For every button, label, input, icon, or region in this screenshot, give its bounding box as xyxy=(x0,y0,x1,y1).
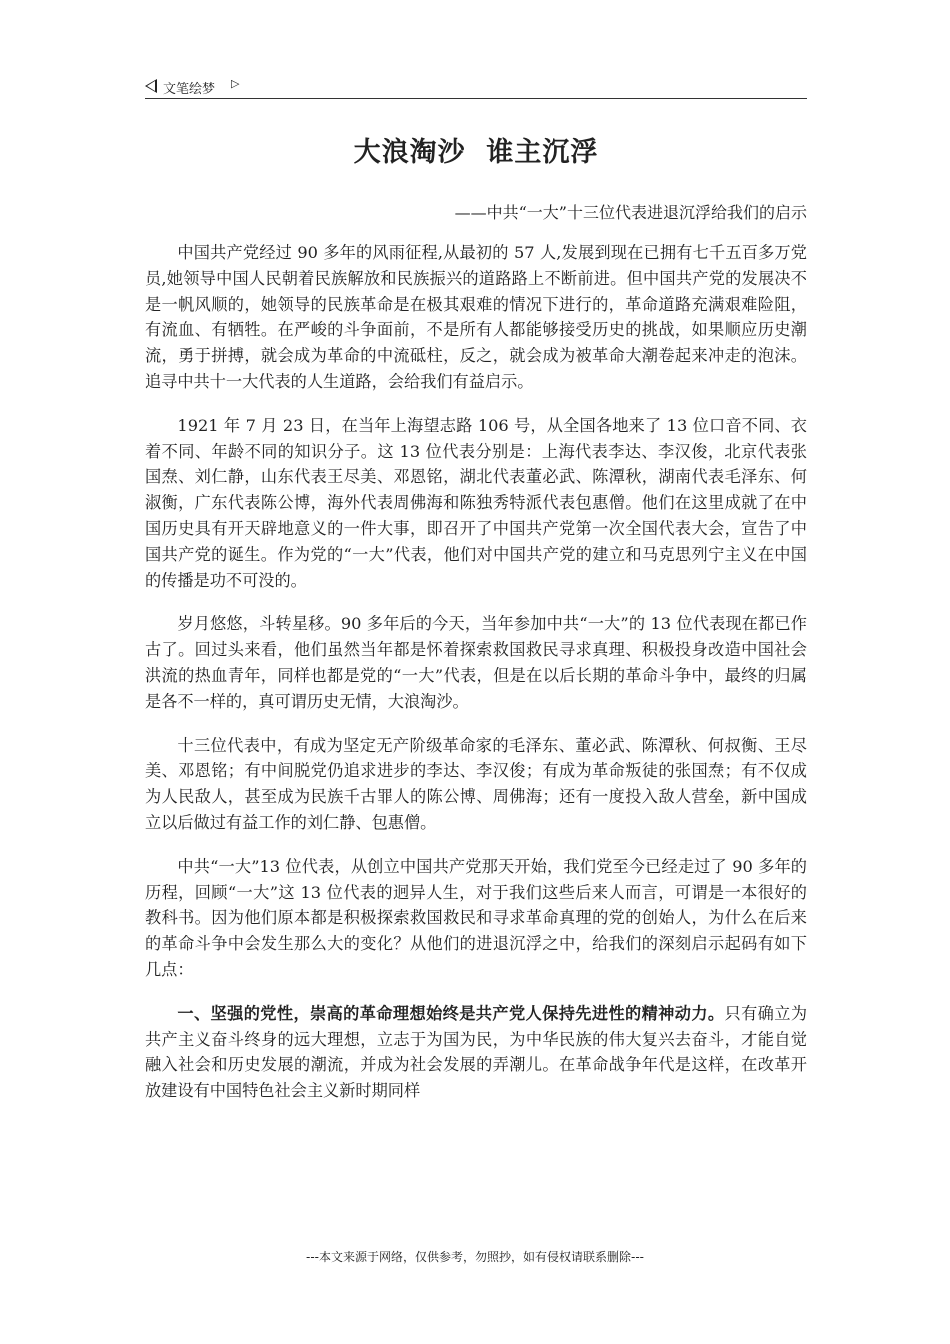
document-title: 大浪淘沙 谁主沉浮 xyxy=(353,137,599,168)
triangle-left-icon xyxy=(145,79,157,93)
header-brand: 文笔绘梦 xyxy=(163,82,216,97)
page-footer-disclaimer: ---本文来源于网络，仅供参考，勿照抄，如有侵权请联系删除--- xyxy=(306,1250,644,1264)
document-subtitle: ——中共“一大”十三位代表进退沉浮给我们的启示 xyxy=(454,203,807,222)
paragraph-6-lead: 一、坚强的党性，崇高的革命理想始终是共产党人保持先进性的精神动力。 xyxy=(177,1003,725,1023)
page-header xyxy=(145,74,807,99)
document-body xyxy=(145,240,807,1122)
paragraph-1: 中国共产党经过 90 多年的风雨征程,从最初的 57 人,发展到现在已拥有七千五百多万党员,她领导中国人民朝着民族解放和民族振兴的道路路上不断前进。但中国共产党的发展决不是一帆风顺的，她领导的民族革命是在极其艰难的情况下进行的，革命道路充满艰难险阻，有流血、有牺牲。在严峻的斗争面前，不是所有人都能够接受历史的挑战，如果顺应历史潮流，勇于拼搏，就会成为革命的中流砥柱，反之，就会成为被革命大潮卷起来冲走的泡沫。追寻中共十一大代表的人生道路，会给我们有益启示。 xyxy=(145,243,807,391)
paragraph-2: 1921 年 7 月 23 日，在当年上海望志路 106 号，从全国各地来了 13 位口音不同、衣着不同、年龄不同的知识分子。这 13 位代表分别是：上海代表李达、李汉俊，北京代表张国焘、刘仁静，山东代表王尽美、邓恩铭，湖北代表董必武、陈潭秋，湖南代表毛泽东、何淑衡，广东代表陈公博，海外代表周佛海和陈独秀特派代表包惠僧。他们在这里成就了在中国历史具有开天辟地意义的一件大事，即召开了中国共产党第一次全国代表大会，宣告了中国共产党的诞生。作为党的“一大”代表，他们对中国共产党的建立和马克思列宁主义在中国的传播是功不可没的。 xyxy=(145,415,807,590)
triangle-right-icon: ▷ xyxy=(231,77,240,90)
paragraph-6-text: 只有确立为共产主义奋斗终身的远大理想，立志于为国为民，为中华民族的伟大复兴去奋斗，才能自觉融入社会和历史发展的潮流，并成为社会发展的弄潮儿。在革命战争年代是这样，在改革开放建设有中国特色社会主义新时期同样 xyxy=(145,1003,808,1101)
paragraph-5: 中共“一大”13 位代表，从创立中国共产党那天开始，我们党至今已经走过了 90 多年的历程，回顾“一大”这 13 位代表的迥异人生，对于我们这些后来人而言，可谓是一本很好的教科书。因为他们原本都是积极探索救国救民和寻求革命真理的党的创始人，为什么在后来的革命斗争中会发生那么大的变化？从他们的进退沉浮之中，给我们的深刻启示起码有如下几点： xyxy=(145,856,807,979)
paragraph-6 xyxy=(145,1001,807,1104)
paragraph-4: 十三位代表中，有成为坚定无产阶级革命家的毛泽东、董必武、陈潭秋、何叔衡、王尽美、邓恩铭；有中间脱党仍追求进步的李达、李汉俊；有成为革命叛徒的张国焘；有不仅成为人民敌人，甚至成为民族千古罪人的陈公博、周佛海；还有一度投入敌人营垒，新中国成立以后做过有益工作的刘仁静、包惠僧。 xyxy=(145,735,807,832)
paragraph-3: 岁月悠悠，斗转星移。90 多年后的今天，当年参加中共“一大”的 13 位代表现在都已作古了。回过头来看，他们虽然当年都是怀着探索救国救民寻求真理、积极投身改造中国社会洪流的热血青年，同样也都是党的“一大”代表，但是在以后长期的革命斗争中，最终的归属是各不一样的，真可谓历史无情，大浪淘沙。 xyxy=(145,614,807,711)
